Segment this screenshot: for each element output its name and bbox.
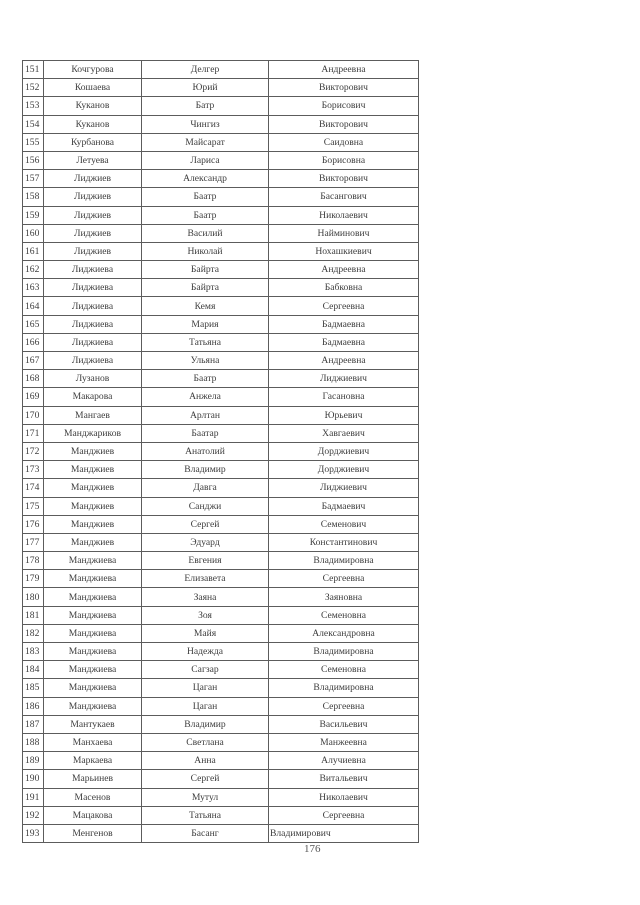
given-name-cell: Мария	[142, 315, 269, 333]
table-row	[23, 315, 419, 333]
row-number: 187	[23, 715, 44, 733]
given-name-cell: Баатар	[142, 424, 269, 442]
surname-cell: Манджиев	[44, 515, 142, 533]
given-name-cell: Анатолий	[142, 442, 269, 460]
table-row	[23, 733, 419, 751]
row-number: 183	[23, 643, 44, 661]
patronymic-cell: Бадмаевна	[269, 333, 419, 351]
row-number: 173	[23, 461, 44, 479]
given-name-cell: Басанг	[142, 824, 269, 842]
table-row	[23, 624, 419, 642]
patronymic-cell: Лиджиевич	[269, 479, 419, 497]
row-number: 185	[23, 679, 44, 697]
table-row	[23, 770, 419, 788]
surname-cell: Лиджиев	[44, 242, 142, 260]
row-number: 175	[23, 497, 44, 515]
given-name-cell: Владимир	[142, 461, 269, 479]
given-name-cell: Лариса	[142, 151, 269, 169]
given-name-cell: Баатр	[142, 370, 269, 388]
patronymic-cell: Викторович	[269, 170, 419, 188]
table-row	[23, 115, 419, 133]
name-roster-table	[22, 60, 419, 843]
surname-cell: Лиджиева	[44, 261, 142, 279]
row-number: 161	[23, 242, 44, 260]
surname-cell: Лиджиев	[44, 206, 142, 224]
patronymic-cell: Нохашкиевич	[269, 242, 419, 260]
table-row	[23, 588, 419, 606]
surname-cell: Лиджиева	[44, 315, 142, 333]
row-number: 188	[23, 733, 44, 751]
surname-cell: Манхаева	[44, 733, 142, 751]
given-name-cell: Эдуард	[142, 533, 269, 551]
patronymic-cell: Сергеевна	[269, 806, 419, 824]
patronymic-cell: Бабковна	[269, 279, 419, 297]
patronymic-cell: Владимировна	[269, 552, 419, 570]
given-name-cell: Василий	[142, 224, 269, 242]
table-row	[23, 570, 419, 588]
surname-cell: Летуева	[44, 151, 142, 169]
patronymic-cell: Витальевич	[269, 770, 419, 788]
page-number: 176	[304, 843, 321, 855]
row-number: 189	[23, 752, 44, 770]
table-row	[23, 806, 419, 824]
given-name-cell: Надежда	[142, 643, 269, 661]
surname-cell: Манджариков	[44, 424, 142, 442]
table-row	[23, 188, 419, 206]
surname-cell: Манджиева	[44, 552, 142, 570]
given-name-cell: Арлтан	[142, 406, 269, 424]
patronymic-cell: Саидовна	[269, 133, 419, 151]
surname-cell: Менгенов	[44, 824, 142, 842]
row-number: 151	[23, 61, 44, 79]
surname-cell: Манджиева	[44, 606, 142, 624]
row-number: 191	[23, 788, 44, 806]
patronymic-cell: Владимировна	[269, 643, 419, 661]
table-row	[23, 752, 419, 770]
table-row	[23, 497, 419, 515]
given-name-cell: Цаган	[142, 679, 269, 697]
patronymic-cell: Семеновна	[269, 606, 419, 624]
patronymic-cell: Викторович	[269, 79, 419, 97]
given-name-cell: Баатр	[142, 206, 269, 224]
row-number: 163	[23, 279, 44, 297]
surname-cell: Манджиева	[44, 679, 142, 697]
row-number: 193	[23, 824, 44, 842]
table-row	[23, 352, 419, 370]
row-number: 168	[23, 370, 44, 388]
patronymic-cell: Андреевна	[269, 352, 419, 370]
given-name-cell: Татьяна	[142, 333, 269, 351]
given-name-cell: Юрий	[142, 79, 269, 97]
table-row	[23, 533, 419, 551]
surname-cell: Лиджиева	[44, 333, 142, 351]
surname-cell: Мангаев	[44, 406, 142, 424]
given-name-cell: Кемя	[142, 297, 269, 315]
surname-cell: Манджиева	[44, 570, 142, 588]
surname-cell: Манджиев	[44, 461, 142, 479]
surname-cell: Маркаева	[44, 752, 142, 770]
surname-cell: Лиджиев	[44, 224, 142, 242]
table-row	[23, 824, 419, 842]
row-number: 170	[23, 406, 44, 424]
given-name-cell: Анна	[142, 752, 269, 770]
row-number: 181	[23, 606, 44, 624]
surname-cell: Кочгурова	[44, 61, 142, 79]
given-name-cell: Ульяна	[142, 352, 269, 370]
given-name-cell: Байрта	[142, 279, 269, 297]
surname-cell: Манджиев	[44, 497, 142, 515]
table-row	[23, 224, 419, 242]
patronymic-cell: Дорджиевич	[269, 461, 419, 479]
row-number: 169	[23, 388, 44, 406]
row-number: 178	[23, 552, 44, 570]
table-row	[23, 206, 419, 224]
surname-cell: Куканов	[44, 115, 142, 133]
table-row	[23, 170, 419, 188]
row-number: 186	[23, 697, 44, 715]
patronymic-cell: Бадмаевич	[269, 497, 419, 515]
patronymic-cell: Бадмаевна	[269, 315, 419, 333]
surname-cell: Марьинев	[44, 770, 142, 788]
row-number: 167	[23, 352, 44, 370]
surname-cell: Лиджиева	[44, 279, 142, 297]
given-name-cell: Цаган	[142, 697, 269, 715]
surname-cell: Манджиев	[44, 479, 142, 497]
given-name-cell: Анжела	[142, 388, 269, 406]
row-number: 174	[23, 479, 44, 497]
given-name-cell: Батр	[142, 97, 269, 115]
row-number: 155	[23, 133, 44, 151]
table-row	[23, 388, 419, 406]
surname-cell: Лиджиев	[44, 188, 142, 206]
patronymic-cell: Сергеевна	[269, 297, 419, 315]
patronymic-cell: Манжеевна	[269, 733, 419, 751]
patronymic-cell: Владимирович	[269, 824, 419, 842]
patronymic-cell: Гасановна	[269, 388, 419, 406]
table-row	[23, 788, 419, 806]
patronymic-cell: Дорджиевич	[269, 442, 419, 460]
given-name-cell: Мутул	[142, 788, 269, 806]
given-name-cell: Евгения	[142, 552, 269, 570]
patronymic-cell: Семенович	[269, 515, 419, 533]
surname-cell: Лузанов	[44, 370, 142, 388]
table-row	[23, 424, 419, 442]
table-row	[23, 606, 419, 624]
given-name-cell: Владимир	[142, 715, 269, 733]
surname-cell: Масенов	[44, 788, 142, 806]
table-row	[23, 461, 419, 479]
patronymic-cell: Лиджиевич	[269, 370, 419, 388]
row-number: 153	[23, 97, 44, 115]
given-name-cell: Баатр	[142, 188, 269, 206]
table-row	[23, 661, 419, 679]
table-row	[23, 479, 419, 497]
surname-cell: Манджиева	[44, 588, 142, 606]
patronymic-cell: Васильевич	[269, 715, 419, 733]
surname-cell: Мацакова	[44, 806, 142, 824]
given-name-cell: Байрта	[142, 261, 269, 279]
patronymic-cell: Викторович	[269, 115, 419, 133]
surname-cell: Манджиева	[44, 697, 142, 715]
given-name-cell: Заяна	[142, 588, 269, 606]
table-row	[23, 79, 419, 97]
given-name-cell: Татьяна	[142, 806, 269, 824]
row-number: 164	[23, 297, 44, 315]
surname-cell: Манджиева	[44, 661, 142, 679]
surname-cell: Лиджиева	[44, 297, 142, 315]
row-number: 179	[23, 570, 44, 588]
row-number: 160	[23, 224, 44, 242]
table-row	[23, 261, 419, 279]
given-name-cell: Сергей	[142, 770, 269, 788]
patronymic-cell: Андреевна	[269, 261, 419, 279]
given-name-cell: Зоя	[142, 606, 269, 624]
patronymic-cell: Алучиевна	[269, 752, 419, 770]
row-number: 166	[23, 333, 44, 351]
patronymic-cell: Борисовна	[269, 151, 419, 169]
table-row	[23, 442, 419, 460]
table-row	[23, 715, 419, 733]
given-name-cell: Сагзар	[142, 661, 269, 679]
row-number: 184	[23, 661, 44, 679]
row-number: 177	[23, 533, 44, 551]
row-number: 156	[23, 151, 44, 169]
table-row	[23, 643, 419, 661]
row-number: 180	[23, 588, 44, 606]
patronymic-cell: Владимировна	[269, 679, 419, 697]
row-number: 190	[23, 770, 44, 788]
given-name-cell: Николай	[142, 242, 269, 260]
given-name-cell: Делгер	[142, 61, 269, 79]
patronymic-cell: Николаевич	[269, 206, 419, 224]
patronymic-cell: Андреевна	[269, 61, 419, 79]
surname-cell: Куканов	[44, 97, 142, 115]
row-number: 176	[23, 515, 44, 533]
table-row	[23, 297, 419, 315]
patronymic-cell: Сергеевна	[269, 697, 419, 715]
given-name-cell: Майсарат	[142, 133, 269, 151]
given-name-cell: Майя	[142, 624, 269, 642]
surname-cell: Макарова	[44, 388, 142, 406]
patronymic-cell: Басангович	[269, 188, 419, 206]
patronymic-cell: Сергеевна	[269, 570, 419, 588]
surname-cell: Лиджиева	[44, 352, 142, 370]
table-row	[23, 97, 419, 115]
table-row	[23, 406, 419, 424]
table-row	[23, 151, 419, 169]
surname-cell: Курбанова	[44, 133, 142, 151]
patronymic-cell: Борисович	[269, 97, 419, 115]
surname-cell: Манджиев	[44, 533, 142, 551]
given-name-cell: Светлана	[142, 733, 269, 751]
table-row	[23, 370, 419, 388]
table-row	[23, 697, 419, 715]
given-name-cell: Александр	[142, 170, 269, 188]
surname-cell: Манджиева	[44, 643, 142, 661]
patronymic-cell: Найминович	[269, 224, 419, 242]
row-number: 158	[23, 188, 44, 206]
given-name-cell: Сергей	[142, 515, 269, 533]
table-row	[23, 61, 419, 79]
row-number: 159	[23, 206, 44, 224]
row-number: 192	[23, 806, 44, 824]
surname-cell: Кошаева	[44, 79, 142, 97]
row-number: 157	[23, 170, 44, 188]
surname-cell: Манджиев	[44, 442, 142, 460]
row-number: 172	[23, 442, 44, 460]
roster-body	[23, 61, 419, 843]
given-name-cell: Чингиз	[142, 115, 269, 133]
patronymic-cell: Александровна	[269, 624, 419, 642]
row-number: 152	[23, 79, 44, 97]
patronymic-cell: Заяновна	[269, 588, 419, 606]
patronymic-cell: Юрьевич	[269, 406, 419, 424]
table-row	[23, 133, 419, 151]
row-number: 171	[23, 424, 44, 442]
table-row	[23, 279, 419, 297]
table-row	[23, 333, 419, 351]
surname-cell: Лиджиев	[44, 170, 142, 188]
row-number: 162	[23, 261, 44, 279]
table-row	[23, 515, 419, 533]
patronymic-cell: Хавгаевич	[269, 424, 419, 442]
row-number: 165	[23, 315, 44, 333]
table-row	[23, 552, 419, 570]
surname-cell: Манджиева	[44, 624, 142, 642]
patronymic-cell: Семеновна	[269, 661, 419, 679]
patronymic-cell: Николаевич	[269, 788, 419, 806]
table-row	[23, 242, 419, 260]
given-name-cell: Давга	[142, 479, 269, 497]
given-name-cell: Санджи	[142, 497, 269, 515]
surname-cell: Мантукаев	[44, 715, 142, 733]
given-name-cell: Елизавета	[142, 570, 269, 588]
table-row	[23, 679, 419, 697]
row-number: 182	[23, 624, 44, 642]
row-number: 154	[23, 115, 44, 133]
patronymic-cell: Константинович	[269, 533, 419, 551]
